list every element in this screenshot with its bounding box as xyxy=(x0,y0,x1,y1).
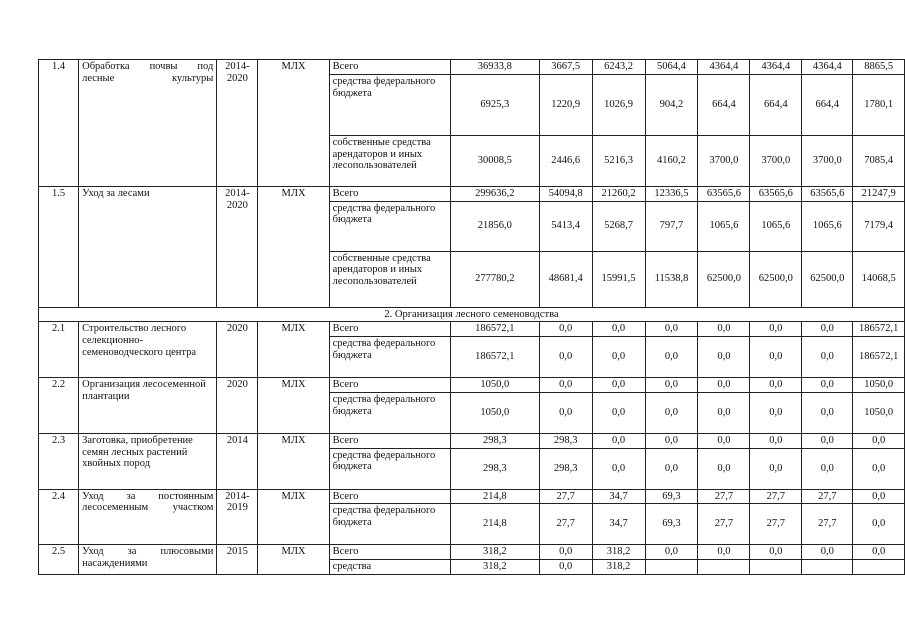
item-executor: МЛХ xyxy=(258,378,329,434)
amount-cell: 11538,8 xyxy=(645,251,698,307)
amount-cell: 0,0 xyxy=(802,448,853,489)
funding-source: средства федерального бюджета xyxy=(329,448,450,489)
funding-source: Всего xyxy=(329,489,450,504)
item-number: 2.3 xyxy=(39,433,79,489)
item-executor: МЛХ xyxy=(258,489,329,545)
table-row xyxy=(39,378,905,393)
funding-source: Всего xyxy=(329,322,450,337)
amount-cell: 298,3 xyxy=(539,448,592,489)
amount-cell: 21856,0 xyxy=(450,201,539,251)
amount-cell: 27,7 xyxy=(539,489,592,504)
amount-cell: 797,7 xyxy=(645,201,698,251)
amount-cell: 27,7 xyxy=(698,504,750,545)
amount-cell: 0,0 xyxy=(853,433,905,448)
amount-cell: 298,3 xyxy=(450,433,539,448)
amount-cell: 0,0 xyxy=(645,392,698,433)
item-number: 2.4 xyxy=(39,489,79,545)
amount-cell xyxy=(853,560,905,575)
funding-source: средства федерального бюджета xyxy=(329,201,450,251)
amount-cell: 62500,0 xyxy=(698,251,750,307)
item-years: 2014 xyxy=(217,433,258,489)
amount-cell: 6925,3 xyxy=(450,74,539,135)
amount-cell: 6243,2 xyxy=(592,60,645,75)
item-name: Уход за постоянным лесосеменным участком xyxy=(79,489,217,545)
amount-cell: 0,0 xyxy=(802,337,853,378)
amount-cell xyxy=(802,560,853,575)
amount-cell: 0,0 xyxy=(645,378,698,393)
amount-cell: 27,7 xyxy=(802,504,853,545)
amount-cell: 318,2 xyxy=(592,545,645,560)
item-executor: МЛХ xyxy=(258,545,329,575)
item-number: 2.5 xyxy=(39,545,79,575)
amount-cell: 4364,4 xyxy=(750,60,802,75)
amount-cell: 30008,5 xyxy=(450,135,539,186)
item-name: Уход за плюсовыми насаждениями xyxy=(79,545,217,575)
amount-cell: 0,0 xyxy=(592,322,645,337)
item-years: 2014-2020 xyxy=(217,60,258,187)
amount-cell: 21260,2 xyxy=(592,186,645,201)
amount-cell: 63565,6 xyxy=(750,186,802,201)
amount-cell: 0,0 xyxy=(802,545,853,560)
amount-cell: 4364,4 xyxy=(698,60,750,75)
amount-cell: 69,3 xyxy=(645,489,698,504)
amount-cell: 0,0 xyxy=(645,433,698,448)
table-row xyxy=(39,186,905,201)
amount-cell: 27,7 xyxy=(750,489,802,504)
amount-cell: 0,0 xyxy=(802,378,853,393)
amount-cell: 3700,0 xyxy=(750,135,802,186)
amount-cell: 0,0 xyxy=(853,448,905,489)
amount-cell: 5064,4 xyxy=(645,60,698,75)
amount-cell: 21247,9 xyxy=(853,186,905,201)
amount-cell: 0,0 xyxy=(698,337,750,378)
item-years: 2020 xyxy=(217,322,258,378)
amount-cell: 1065,6 xyxy=(750,201,802,251)
amount-cell: 0,0 xyxy=(645,322,698,337)
amount-cell: 0,0 xyxy=(645,337,698,378)
amount-cell xyxy=(645,560,698,575)
funding-source: Всего xyxy=(329,378,450,393)
funding-source: Всего xyxy=(329,545,450,560)
amount-cell: 298,3 xyxy=(539,433,592,448)
amount-cell: 1026,9 xyxy=(592,74,645,135)
amount-cell: 27,7 xyxy=(802,489,853,504)
amount-cell: 62500,0 xyxy=(802,251,853,307)
table-row xyxy=(39,433,905,448)
amount-cell: 1780,1 xyxy=(853,74,905,135)
amount-cell: 0,0 xyxy=(853,545,905,560)
amount-cell: 186572,1 xyxy=(853,337,905,378)
funding-source: Всего xyxy=(329,60,450,75)
amount-cell: 5413,4 xyxy=(539,201,592,251)
amount-cell: 5216,3 xyxy=(592,135,645,186)
table-row xyxy=(39,489,905,504)
amount-cell: 2446,6 xyxy=(539,135,592,186)
section-title: 2. Организация лесного семеноводства xyxy=(39,307,905,322)
amount-cell: 0,0 xyxy=(750,392,802,433)
amount-cell: 0,0 xyxy=(698,322,750,337)
amount-cell: 277780,2 xyxy=(450,251,539,307)
amount-cell: 0,0 xyxy=(539,545,592,560)
amount-cell: 12336,5 xyxy=(645,186,698,201)
table-row xyxy=(39,322,905,337)
amount-cell: 0,0 xyxy=(802,433,853,448)
funding-source: Всего xyxy=(329,433,450,448)
amount-cell: 0,0 xyxy=(645,545,698,560)
amount-cell: 0,0 xyxy=(539,337,592,378)
amount-cell: 69,3 xyxy=(645,504,698,545)
item-years: 2014-2019 xyxy=(217,489,258,545)
item-name: Организация лесосеменной плантации xyxy=(79,378,217,434)
amount-cell: 664,4 xyxy=(802,74,853,135)
amount-cell: 186572,1 xyxy=(450,337,539,378)
amount-cell: 1065,6 xyxy=(698,201,750,251)
amount-cell: 318,2 xyxy=(450,545,539,560)
amount-cell: 0,0 xyxy=(539,378,592,393)
amount-cell: 36933,8 xyxy=(450,60,539,75)
item-number: 1.5 xyxy=(39,186,79,307)
amount-cell: 0,0 xyxy=(750,378,802,393)
amount-cell: 0,0 xyxy=(750,337,802,378)
table-row xyxy=(39,60,905,75)
item-executor: МЛХ xyxy=(258,322,329,378)
funding-source: средства федерального бюджета xyxy=(329,337,450,378)
funding-source: средства федерального бюджета xyxy=(329,504,450,545)
amount-cell: 186572,1 xyxy=(450,322,539,337)
amount-cell: 0,0 xyxy=(592,378,645,393)
amount-cell: 3667,5 xyxy=(539,60,592,75)
amount-cell xyxy=(698,560,750,575)
amount-cell: 34,7 xyxy=(592,504,645,545)
amount-cell: 15991,5 xyxy=(592,251,645,307)
amount-cell: 54094,8 xyxy=(539,186,592,201)
table-row xyxy=(39,545,905,560)
amount-cell: 1050,0 xyxy=(853,378,905,393)
amount-cell: 0,0 xyxy=(802,392,853,433)
item-name: Строительство лесного селекционно-семеноводческого центра xyxy=(79,322,217,378)
amount-cell: 0,0 xyxy=(750,433,802,448)
amount-cell: 1050,0 xyxy=(853,392,905,433)
amount-cell: 8865,5 xyxy=(853,60,905,75)
amount-cell: 7085,4 xyxy=(853,135,905,186)
amount-cell: 3700,0 xyxy=(802,135,853,186)
amount-cell: 34,7 xyxy=(592,489,645,504)
amount-cell: 0,0 xyxy=(592,392,645,433)
amount-cell: 0,0 xyxy=(592,448,645,489)
item-number: 1.4 xyxy=(39,60,79,187)
amount-cell: 0,0 xyxy=(698,378,750,393)
amount-cell: 0,0 xyxy=(539,392,592,433)
amount-cell: 318,2 xyxy=(450,560,539,575)
item-executor: МЛХ xyxy=(258,186,329,307)
item-number: 2.2 xyxy=(39,378,79,434)
amount-cell: 664,4 xyxy=(750,74,802,135)
funding-source: Всего xyxy=(329,186,450,201)
amount-cell: 0,0 xyxy=(853,504,905,545)
funding-source: средства xyxy=(329,560,450,575)
amount-cell: 0,0 xyxy=(592,433,645,448)
item-years: 2020 xyxy=(217,378,258,434)
item-years: 2014-2020 xyxy=(217,186,258,307)
amount-cell: 62500,0 xyxy=(750,251,802,307)
amount-cell: 63565,6 xyxy=(802,186,853,201)
amount-cell: 0,0 xyxy=(645,448,698,489)
amount-cell: 214,8 xyxy=(450,489,539,504)
amount-cell: 48681,4 xyxy=(539,251,592,307)
amount-cell: 0,0 xyxy=(750,545,802,560)
amount-cell: 299636,2 xyxy=(450,186,539,201)
budget-table xyxy=(38,59,905,575)
amount-cell: 0,0 xyxy=(592,337,645,378)
item-name: Уход за лесами xyxy=(79,186,217,307)
amount-cell: 27,7 xyxy=(698,489,750,504)
amount-cell: 5268,7 xyxy=(592,201,645,251)
amount-cell xyxy=(750,560,802,575)
amount-cell: 0,0 xyxy=(698,433,750,448)
amount-cell: 4364,4 xyxy=(802,60,853,75)
section-row xyxy=(39,307,905,322)
funding-source: собственные средства арендаторов и иных лесопользователей xyxy=(329,251,450,307)
amount-cell: 0,0 xyxy=(750,448,802,489)
amount-cell: 0,0 xyxy=(539,322,592,337)
funding-source: средства федерального бюджета xyxy=(329,74,450,135)
funding-source: собственные средства арендаторов и иных лесопользователей xyxy=(329,135,450,186)
amount-cell: 3700,0 xyxy=(698,135,750,186)
amount-cell: 214,8 xyxy=(450,504,539,545)
amount-cell: 0,0 xyxy=(539,560,592,575)
amount-cell: 63565,6 xyxy=(698,186,750,201)
amount-cell: 7179,4 xyxy=(853,201,905,251)
amount-cell: 0,0 xyxy=(698,545,750,560)
amount-cell: 904,2 xyxy=(645,74,698,135)
funding-source: средства федерального бюджета xyxy=(329,392,450,433)
amount-cell: 1220,9 xyxy=(539,74,592,135)
amount-cell: 1050,0 xyxy=(450,392,539,433)
item-number: 2.1 xyxy=(39,322,79,378)
amount-cell: 1050,0 xyxy=(450,378,539,393)
amount-cell: 0,0 xyxy=(698,448,750,489)
amount-cell: 664,4 xyxy=(698,74,750,135)
amount-cell: 27,7 xyxy=(539,504,592,545)
amount-cell: 14068,5 xyxy=(853,251,905,307)
amount-cell: 0,0 xyxy=(853,489,905,504)
amount-cell: 186572,1 xyxy=(853,322,905,337)
item-name: Заготовка, приобретение семян лесных растений хвойных пород xyxy=(79,433,217,489)
table-body xyxy=(39,60,905,575)
amount-cell: 0,0 xyxy=(802,322,853,337)
amount-cell: 0,0 xyxy=(698,392,750,433)
amount-cell: 4160,2 xyxy=(645,135,698,186)
item-name: Обработка почвы под лесные культуры xyxy=(79,60,217,187)
amount-cell: 27,7 xyxy=(750,504,802,545)
item-executor: МЛХ xyxy=(258,433,329,489)
amount-cell: 0,0 xyxy=(750,322,802,337)
amount-cell: 318,2 xyxy=(592,560,645,575)
amount-cell: 1065,6 xyxy=(802,201,853,251)
item-executor: МЛХ xyxy=(258,60,329,187)
item-years: 2015 xyxy=(217,545,258,575)
amount-cell: 298,3 xyxy=(450,448,539,489)
